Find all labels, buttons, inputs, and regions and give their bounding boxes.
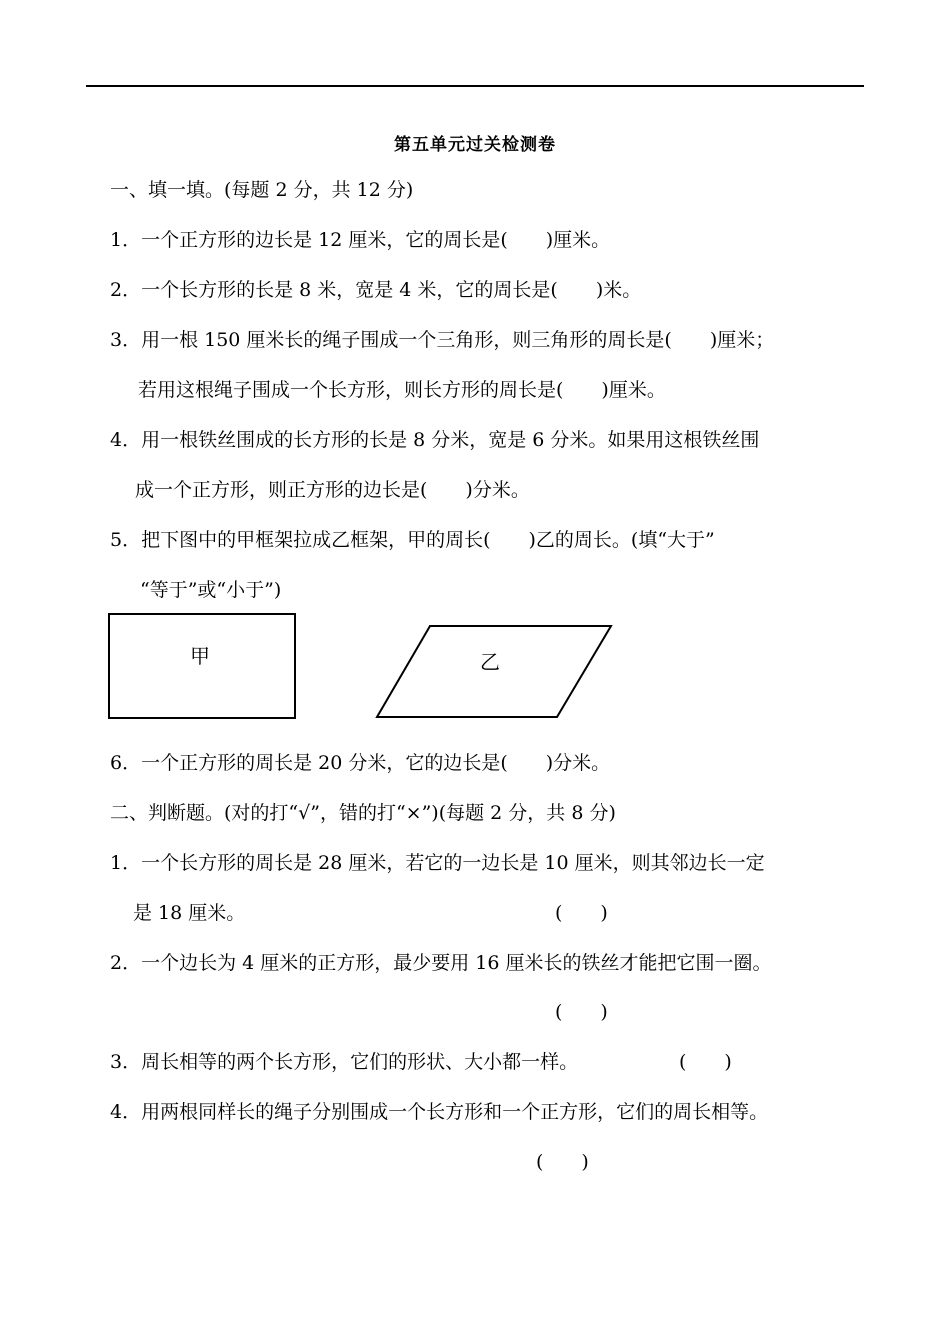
s2-q4-answer-blank[interactable]: ( )	[536, 1151, 589, 1173]
s1-question-6: 6．一个正方形的周长是 20 分米，它的边长是( )分米。	[110, 752, 611, 774]
s2-question-4: 4．用两根同样长的绳子分别围成一个长方形和一个正方形，它们的周长相等。	[110, 1101, 769, 1123]
s2-q2-answer-blank[interactable]: ( )	[555, 1001, 608, 1023]
section2-heading: 二、判断题。(对的打“√”，错的打“×”)(每题 2 分，共 8 分)	[110, 802, 616, 824]
s1-question-4-line1: 4．用一根铁丝围成的长方形的长是 8 分米，宽是 6 分米。如果用这根铁丝围	[110, 429, 760, 451]
s1-question-4-line2: 成一个正方形，则正方形的边长是( )分米。	[135, 479, 530, 501]
s1-question-2: 2．一个长方形的长是 8 米，宽是 4 米，它的周长是( )米。	[110, 279, 642, 301]
s2-question-1-line2: 是 18 厘米。	[133, 902, 246, 924]
s2-question-3: 3．周长相等的两个长方形，它们的形状、大小都一样。	[110, 1051, 579, 1073]
header-rule	[86, 85, 864, 87]
s2-q3-answer-blank[interactable]: ( )	[679, 1051, 732, 1073]
s2-question-1-line1: 1．一个长方形的周长是 28 厘米，若它的一边长是 10 厘米，则其邻边长一定	[110, 852, 765, 874]
figure-label-jia: 甲	[190, 644, 210, 668]
page-title: 第五单元过关检测卷	[394, 135, 556, 155]
s2-question-2-line1: 2．一个边长为 4 厘米的正方形，最少要用 16 厘米长的铁丝才能把它围一圈。	[110, 952, 772, 974]
figure-label-yi: 乙	[480, 650, 500, 674]
s1-question-3-line2: 若用这根绳子围成一个长方形，则长方形的周长是( )厘米。	[138, 379, 666, 401]
s1-question-3-line1: 3．用一根 150 厘米长的绳子围成一个三角形，则三角形的周长是( )厘米；	[110, 329, 775, 351]
s1-question-5-line2: “等于”或“小于”)	[140, 579, 282, 601]
s1-question-5-line1: 5．把下图中的甲框架拉成乙框架，甲的周长( )乙的周长。(填“大于”	[110, 529, 715, 551]
frame-figures	[100, 605, 620, 725]
section1-heading: 一、填一填。(每题 2 分，共 12 分)	[110, 179, 414, 201]
s1-question-1: 1．一个正方形的边长是 12 厘米，它的周长是( )厘米。	[110, 229, 611, 251]
s2-q1-answer-blank[interactable]: ( )	[555, 902, 608, 924]
